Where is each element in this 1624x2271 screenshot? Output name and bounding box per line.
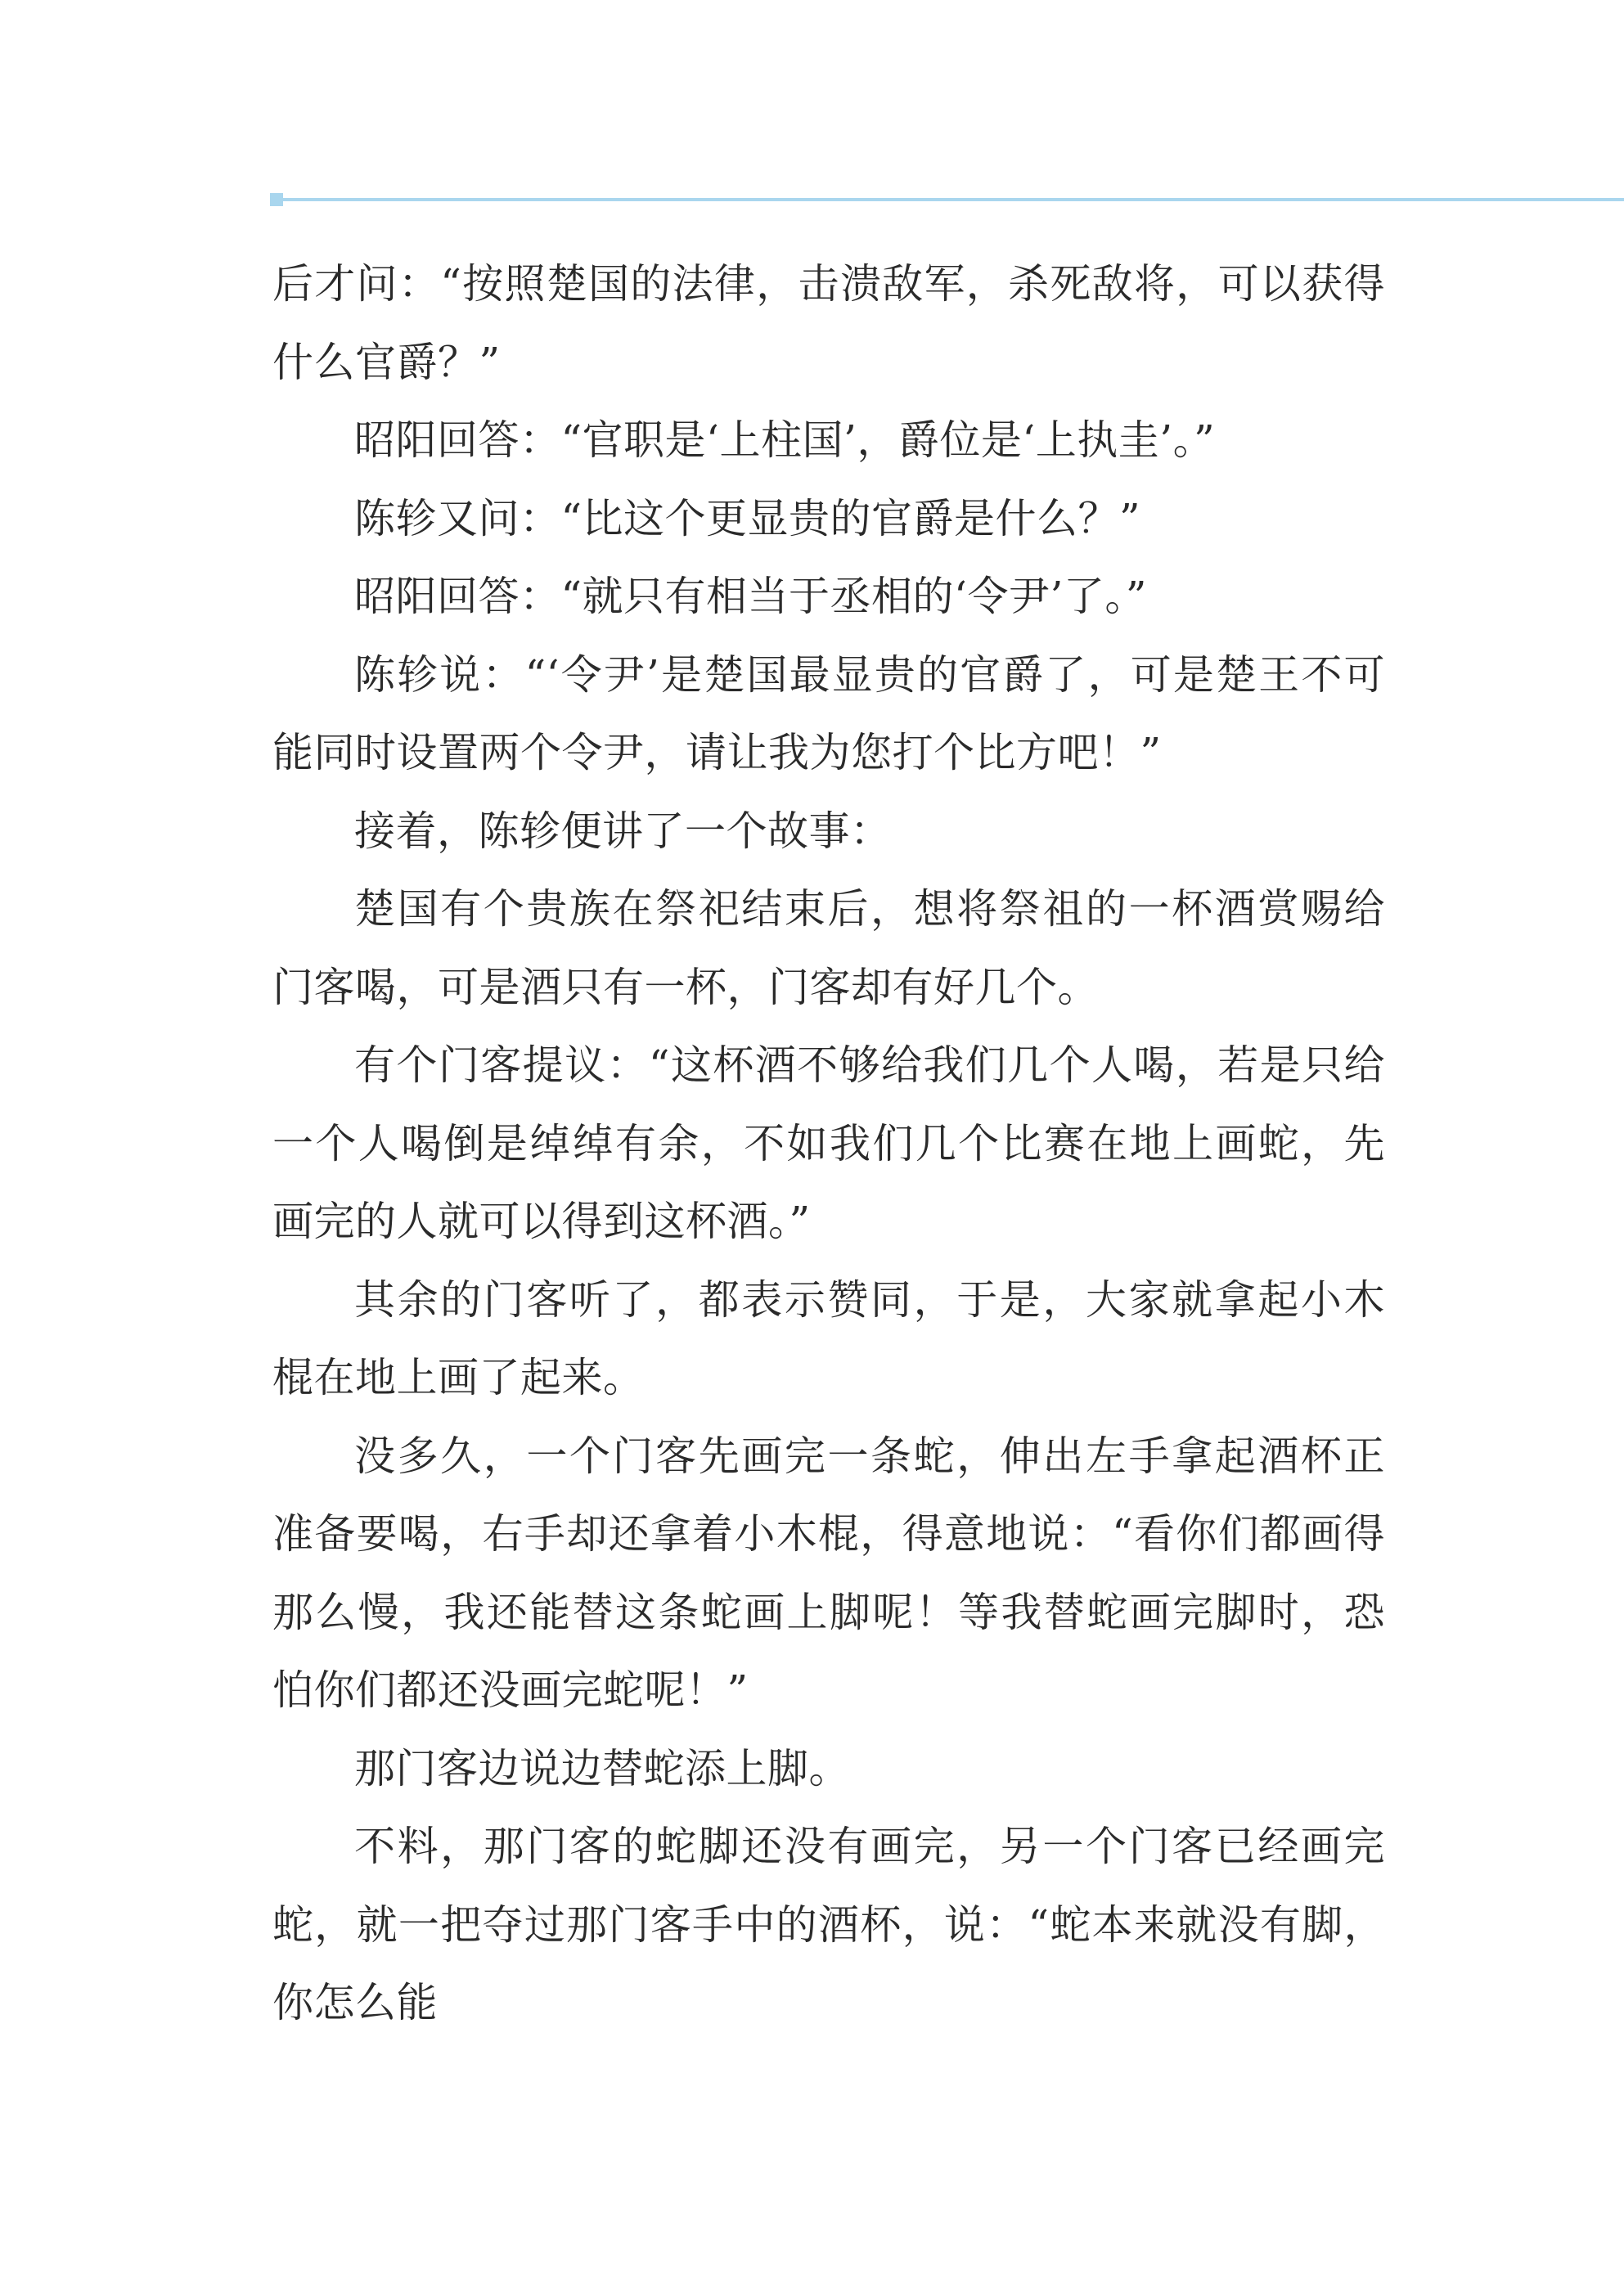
- paragraph: 陈轸又问：“比这个更显贵的官爵是什么？”: [354, 494, 1141, 542]
- paragraph: 不料，那门客的蛇脚还没有画完，另一个门客已经画完蛇，就一把夺过那门客手中的酒杯，说：“蛇本来就没有脚，你怎么能: [272, 1823, 1385, 2026]
- header-rule: [272, 198, 1624, 201]
- paragraph: 有个门客提议：“这杯酒不够给我们几个人喝，若是只给一个人喝倒是绰绰有余，不如我们几个比赛在地上画蛇，先画完的人就可以得到这杯酒。”: [272, 1041, 1385, 1245]
- paragraph: 那门客边说边替蛇添上脚。: [354, 1744, 850, 1792]
- paragraph: 昭阳回答：“就只有相当于丞相的‘令尹’了。”: [354, 573, 1147, 620]
- paragraph: 接着，陈轸便讲了一个故事：: [354, 807, 892, 855]
- paragraph: 其余的门客听了，都表示赞同，于是，大家就拿起小木棍在地上画了起来。: [272, 1275, 1385, 1401]
- paragraph: 楚国有个贵族在祭祀结束后，想将祭祖的一杯酒赏赐给门客喝，可是酒只有一杯，门客却有好几个。: [272, 885, 1385, 1011]
- body-text: [272, 245, 1385, 2043]
- paragraph: 陈轸说：“‘令尹’是楚国最显贵的官爵了，可是楚王不可能同时设置两个令尹，请让我为您打个比方吧！”: [272, 650, 1385, 776]
- paragraph: 没多久，一个门客先画完一条蛇，伸出左手拿起酒杯正准备要喝，右手却还拿着小木棍，得意地说：“看你们都画得那么慢，我还能替这条蛇画上脚呢！等我替蛇画完脚时，恐怕你们都还没画完蛇呢！”: [272, 1432, 1385, 1714]
- paragraph: 昭阳回答：“官职是‘上柱国’，爵位是‘上执圭’。”: [354, 416, 1216, 464]
- paragraph: 后才问：“按照楚国的法律，击溃敌军，杀死敌将，可以获得什么官爵？”: [272, 260, 1385, 386]
